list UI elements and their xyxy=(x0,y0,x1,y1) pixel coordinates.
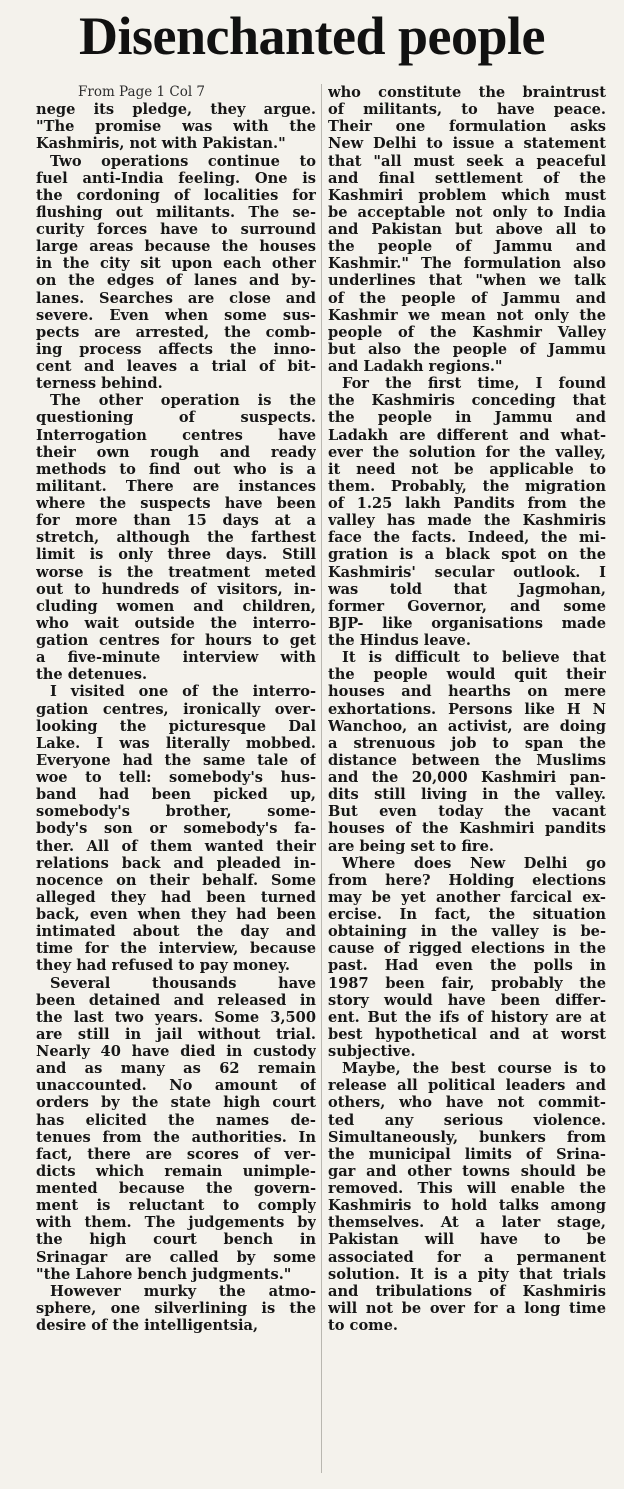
text-line: and the 20,000 Kashmiri pan- xyxy=(328,769,606,786)
text-line: nege its pledge, they argue. xyxy=(36,101,316,119)
text-line: out to hundreds of visitors, in- xyxy=(36,580,316,598)
text-line: mented because the govern- xyxy=(36,1180,316,1197)
text-line: Kashmir." The formulation also xyxy=(328,255,606,273)
text-line: subjective. xyxy=(328,1043,416,1060)
text-line: who wait outside the interro- xyxy=(36,614,316,632)
text-line: intimated about the day and xyxy=(36,923,316,941)
text-line: However murky the atmo- xyxy=(50,1282,316,1300)
text-line: of militants, to have peace. xyxy=(328,101,606,119)
text-line: but also the people of Jammu xyxy=(328,340,606,358)
text-line: curity forces have to surround xyxy=(36,221,316,238)
text-line: has elicited the names de- xyxy=(36,1111,316,1129)
text-line: ment is reluctant to comply xyxy=(36,1197,316,1215)
text-line: fact, there are scores of ver- xyxy=(36,1145,316,1163)
text-line: a strenuous job to span the xyxy=(328,734,606,752)
text-line: back, even when they had been xyxy=(36,906,316,923)
text-line: But even today the vacant xyxy=(328,803,606,821)
text-line: severe. Even when some sus- xyxy=(36,306,316,324)
text-line: 1987 been fair, probably the xyxy=(328,974,606,992)
text-line: Kashmir we mean not only the xyxy=(328,306,606,324)
text-line: the people in Jammu and xyxy=(328,409,606,427)
text-line: and Pakistan but above all to xyxy=(328,221,606,238)
text-line: gar and other towns should be xyxy=(328,1162,606,1180)
text-line: may be yet another farcical ex- xyxy=(328,888,606,906)
text-line: them. Probably, the migration xyxy=(328,477,606,495)
text-line: best hypothetical and at worst xyxy=(328,1025,606,1043)
text-line: Kashmiris' secular outlook. I xyxy=(328,563,606,581)
text-line: themselves. At a later stage, xyxy=(328,1214,606,1232)
text-line: Srinagar are called by some xyxy=(36,1248,316,1266)
text-line: cluding women and children, xyxy=(36,597,316,615)
text-line: associated for a permanent xyxy=(328,1248,606,1266)
text-line: Kashmiris to hold talks among xyxy=(328,1197,606,1215)
text-line: Where does New Delhi go xyxy=(342,854,606,872)
text-line: from here? Holding elections xyxy=(328,871,606,889)
text-line: ent. But the ifs of history are at xyxy=(328,1008,606,1026)
text-line: cause of rigged elections in the xyxy=(328,940,606,958)
text-line: methods to find out who is a xyxy=(36,460,316,478)
article-column-right xyxy=(328,84,606,1334)
text-line: Maybe, the best course is to xyxy=(342,1060,606,1078)
column-divider xyxy=(321,84,322,1473)
text-line: band had been picked up, xyxy=(36,786,316,804)
text-line: in the city sit upon each other xyxy=(36,255,316,273)
text-line: ercise. In fact, the situation xyxy=(328,906,606,923)
text-line: "The promise was with the xyxy=(36,118,316,136)
text-line: a five-minute interview with xyxy=(36,649,316,667)
text-line: questioning of suspects. xyxy=(36,409,316,427)
text-line: I visited one of the interro- xyxy=(50,683,316,701)
text-line: that "all must seek a peaceful xyxy=(328,152,606,170)
text-line: they had refused to pay money. xyxy=(36,957,290,975)
text-line: terness behind. xyxy=(36,375,163,393)
text-line: former Governor, and some xyxy=(328,597,606,615)
text-line: are being set to fire. xyxy=(328,837,494,855)
text-line: the high court bench in xyxy=(36,1231,316,1249)
text-line: people of the Kashmir Valley xyxy=(328,323,606,341)
text-line: BJP- like organisations made xyxy=(328,614,606,632)
text-line: the Kashmiris conceding that xyxy=(328,392,606,410)
text-line: gration is a black spot on the xyxy=(328,546,606,564)
text-line: face the facts. Indeed, the mi- xyxy=(328,529,606,547)
text-line: Kashmiri problem which must xyxy=(328,186,606,204)
text-line: It is difficult to believe that xyxy=(342,649,606,667)
text-line: sphere, one silverlining is the xyxy=(36,1299,316,1317)
text-line: removed. This will enable the xyxy=(328,1180,606,1197)
text-line: with them. The judgements by xyxy=(36,1214,316,1232)
text-line: fuel anti-India feeling. One is xyxy=(36,169,316,187)
text-line: Lake. I was literally mobbed. xyxy=(36,734,316,752)
text-line: solution. It is a pity that trials xyxy=(328,1265,606,1283)
text-line: time for the interview, because xyxy=(36,940,316,958)
text-line: The other operation is the xyxy=(50,392,316,410)
text-line: cent and leaves a trial of bit- xyxy=(36,358,316,375)
text-line: others, who have not commit- xyxy=(328,1094,606,1112)
text-line: tenues from the authorities. In xyxy=(36,1128,316,1146)
text-line: the people of Jammu and xyxy=(328,238,606,256)
article-column-left xyxy=(36,84,316,1334)
text-line: past. Had even the polls in xyxy=(328,957,606,975)
text-line: and final settlement of the xyxy=(328,169,606,187)
text-line: ing process affects the inno- xyxy=(36,340,316,358)
text-line: ted any serious violence. xyxy=(328,1111,606,1129)
text-line: lanes. Searches are close and xyxy=(36,289,316,307)
text-line: exhortations. Persons like H N xyxy=(328,700,606,718)
text-line: the Hindus leave. xyxy=(328,632,471,649)
text-line: New Delhi to issue a statement xyxy=(328,135,606,153)
text-line: underlines that "when we talk xyxy=(328,272,606,290)
text-line: Several thousands have xyxy=(50,974,316,992)
text-line: their own rough and ready xyxy=(36,443,316,461)
text-line: distance between the Muslims xyxy=(328,751,606,769)
text-line: ther. All of them wanted their xyxy=(36,837,316,855)
text-line: the municipal limits of Srina- xyxy=(328,1145,606,1163)
text-line: valley has made the Kashmiris xyxy=(328,512,606,530)
text-line: alleged they had been turned xyxy=(36,888,316,906)
text-line: nocence on their behalf. Some xyxy=(36,871,316,889)
text-line: flushing out militants. The se- xyxy=(36,203,316,221)
text-line: body's son or somebody's fa- xyxy=(36,820,316,838)
continuation-line: From Page 1 Col 7 xyxy=(78,84,206,100)
text-line: of the people of Jammu and xyxy=(328,289,606,307)
text-line: pects are arrested, the comb- xyxy=(36,323,316,341)
text-line: the last two years. Some 3,500 xyxy=(36,1008,316,1026)
text-line: and as many as 62 remain xyxy=(36,1060,316,1078)
text-line: who constitute the braintrust xyxy=(328,84,606,101)
text-line: the people would quit their xyxy=(328,666,606,684)
text-line: looking the picturesque Dal xyxy=(36,717,316,735)
text-line: militant. There are instances xyxy=(36,477,316,495)
text-line: worse is the treatment meted xyxy=(36,563,316,581)
text-line: For the first time, I found xyxy=(342,375,606,393)
headline: Disenchanted people xyxy=(78,6,546,66)
text-line: was told that Jagmohan, xyxy=(328,580,606,598)
text-line: gation centres, ironically over- xyxy=(36,700,316,718)
text-line: release all political leaders and xyxy=(328,1077,606,1095)
text-line: of 1.25 lakh Pandits from the xyxy=(328,495,606,512)
text-line: be acceptable not only to India xyxy=(328,203,606,221)
text-line: desire of the intelligentsia, xyxy=(36,1317,259,1334)
text-line: will not be over for a long time xyxy=(328,1299,606,1317)
text-line: been detained and released in xyxy=(36,991,316,1009)
text-line: orders by the state high court xyxy=(36,1094,316,1112)
text-line: Interrogation centres have xyxy=(36,426,316,444)
text-line: Their one formulation asks xyxy=(328,118,606,136)
text-line: the cordoning of localities for xyxy=(36,186,316,204)
text-line: and tribulations of Kashmiris xyxy=(328,1282,606,1300)
text-line: Kashmiris, not with Pakistan." xyxy=(36,135,286,153)
text-line: stretch, although the farthest xyxy=(36,529,316,547)
text-line: woe to tell: somebody's hus- xyxy=(36,769,316,786)
text-line: it need not be applicable to xyxy=(328,460,606,478)
text-line: dits still living in the valley. xyxy=(328,786,606,804)
text-line: to come. xyxy=(328,1317,398,1334)
text-line: Simultaneously, bunkers from xyxy=(328,1128,606,1146)
text-line: Wanchoo, an activist, are doing xyxy=(328,717,606,735)
text-line: Ladakh are different and what- xyxy=(328,426,606,444)
text-line: houses of the Kashmiri pandits xyxy=(328,820,606,838)
text-line: obtaining in the valley is be- xyxy=(328,923,606,941)
text-line: Nearly 40 have died in custody xyxy=(36,1043,316,1060)
text-line: ever the solution for the valley, xyxy=(328,443,606,461)
text-line: Pakistan will have to be xyxy=(328,1231,606,1249)
text-line: large areas because the houses xyxy=(36,238,316,256)
text-line: "the Lahore bench judgments." xyxy=(36,1265,292,1283)
text-line: dicts which remain unimple- xyxy=(36,1162,316,1180)
text-line: houses and hearths on mere xyxy=(328,683,606,701)
text-line: where the suspects have been xyxy=(36,495,316,512)
text-line: somebody's brother, some- xyxy=(36,803,316,821)
text-line: on the edges of lanes and by- xyxy=(36,272,316,290)
text-line: unaccounted. No amount of xyxy=(36,1077,316,1095)
text-line: Everyone had the same tale of xyxy=(36,751,316,769)
text-line: the detenues. xyxy=(36,666,148,684)
text-line: for more than 15 days at a xyxy=(36,512,316,530)
text-line: relations back and pleaded in- xyxy=(36,854,316,872)
text-line: story would have been differ- xyxy=(328,991,606,1009)
text-line: limit is only three days. Still xyxy=(36,546,316,564)
text-line: Two operations continue to xyxy=(50,152,316,170)
text-line: are still in jail without trial. xyxy=(36,1025,316,1043)
text-line: and Ladakh regions." xyxy=(328,358,503,375)
text-line: gation centres for hours to get xyxy=(36,632,316,649)
